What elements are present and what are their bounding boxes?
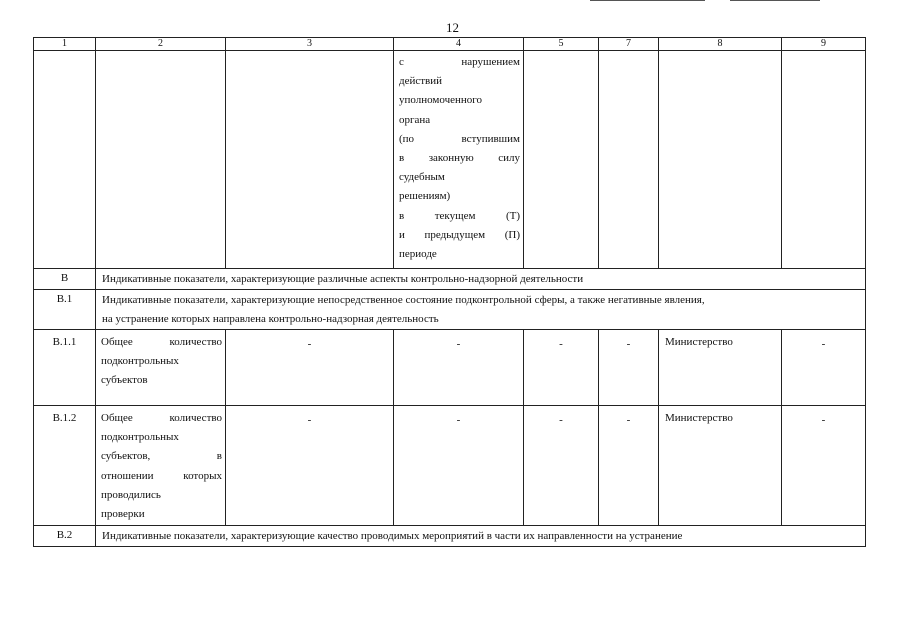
table-cell bbox=[599, 51, 659, 269]
row-code: В bbox=[34, 269, 96, 290]
column-number: 4 bbox=[394, 38, 524, 51]
table-cell bbox=[34, 51, 96, 269]
table-cell-value: - bbox=[226, 406, 394, 526]
table-cell-value: - bbox=[524, 330, 599, 406]
text-line: подконтрольных bbox=[101, 355, 179, 368]
text-line: решениям) bbox=[399, 190, 451, 203]
table-cell-value: - bbox=[394, 406, 524, 526]
table-cell bbox=[96, 51, 226, 269]
column-number: 8 bbox=[659, 38, 782, 51]
text-line: (по вступившим bbox=[399, 132, 520, 145]
text-line: судебным bbox=[399, 171, 445, 184]
column-number: 3 bbox=[226, 38, 394, 51]
section-title bbox=[96, 290, 866, 330]
continuation-row bbox=[34, 51, 866, 269]
text-line: Индикативные показатели, характеризующие непосредственное состояние подконтрольной сферы, а также негативные явления, bbox=[102, 294, 705, 306]
row-code: В.1.1 bbox=[34, 330, 96, 406]
table-cell-value: - bbox=[394, 330, 524, 406]
indicators-table bbox=[33, 37, 866, 547]
indicator-name bbox=[96, 406, 226, 526]
row-code: В.1 bbox=[34, 290, 96, 330]
section-title: Индикативные показатели, характеризующие различные аспекты контрольно-надзорной деятельности bbox=[96, 269, 866, 290]
text-line: в текущем (Т) bbox=[399, 209, 520, 222]
text-line: уполномоченного bbox=[399, 94, 483, 107]
row-code: В.2 bbox=[34, 526, 96, 547]
scan-edge-marks bbox=[590, 0, 820, 1]
text-line: проводились bbox=[101, 488, 161, 501]
column-number: 5 bbox=[524, 38, 599, 51]
text-line: отношении которых bbox=[101, 469, 222, 482]
text-line: с нарушением bbox=[399, 56, 520, 68]
text-line: действий bbox=[399, 75, 443, 88]
text-line: Общее количество bbox=[101, 412, 222, 424]
column-number: 7 bbox=[599, 38, 659, 51]
table-cell-value: - bbox=[782, 330, 866, 406]
row-code: В.1.2 bbox=[34, 406, 96, 526]
scan-edge-mark bbox=[730, 0, 820, 1]
column-number: 1 bbox=[34, 38, 96, 51]
section-row-b2 bbox=[34, 526, 866, 547]
column-number-row bbox=[34, 38, 866, 51]
table-cell bbox=[782, 51, 866, 269]
table-cell-value: - bbox=[524, 406, 599, 526]
section-row-b1 bbox=[34, 290, 866, 330]
text-line: и предыдущем (П) bbox=[399, 228, 520, 241]
table-cell-value: - bbox=[782, 406, 866, 526]
text-line: органа bbox=[399, 113, 431, 126]
section-row-b bbox=[34, 269, 866, 290]
text-line: периоде bbox=[399, 248, 437, 261]
indicator-row-b12 bbox=[34, 406, 866, 526]
text-line: Общее количество bbox=[101, 336, 222, 348]
scan-edge-mark bbox=[590, 0, 705, 1]
text-line: проверки bbox=[101, 508, 145, 521]
table-cell bbox=[524, 51, 599, 269]
table-cell-value: - bbox=[599, 330, 659, 406]
column-number: 2 bbox=[96, 38, 226, 51]
continuation-text bbox=[394, 51, 524, 269]
page-number: 12 bbox=[446, 20, 459, 35]
text-line: на устранение которых направлена контрольно-надзорная деятельность bbox=[102, 313, 439, 325]
section-title: Индикативные показатели, характеризующие качество проводимых мероприятий в части их направленности на устранение bbox=[96, 526, 866, 547]
text-line: подконтрольных bbox=[101, 431, 179, 444]
indicator-row-b11 bbox=[34, 330, 866, 406]
text-line: в законную силу bbox=[399, 152, 520, 165]
responsible-body: Министерство bbox=[659, 406, 782, 526]
table-cell-value: - bbox=[226, 330, 394, 406]
text-line: субъектов, в bbox=[101, 450, 222, 463]
table-cell bbox=[226, 51, 394, 269]
table-cell bbox=[659, 51, 782, 269]
responsible-body: Министерство bbox=[659, 330, 782, 406]
indicator-name bbox=[96, 330, 226, 406]
column-number: 9 bbox=[782, 38, 866, 51]
table-cell-value: - bbox=[599, 406, 659, 526]
text-line: субъектов bbox=[101, 374, 148, 387]
